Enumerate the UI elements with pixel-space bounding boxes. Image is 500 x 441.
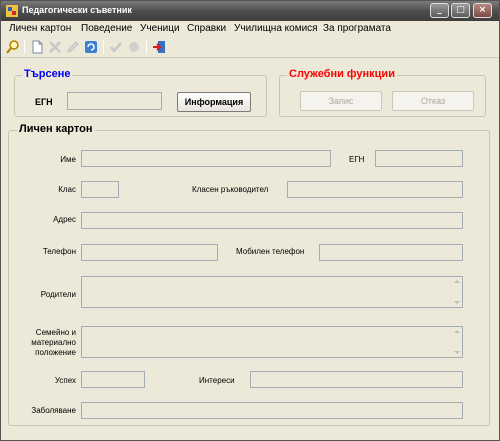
- card-egn-field[interactable]: [375, 150, 463, 167]
- menu-school-commission[interactable]: Училищна комися: [234, 23, 318, 34]
- toolbar-separator: [146, 40, 147, 54]
- menu-students[interactable]: Ученици: [140, 23, 180, 34]
- search-group-title: Търсене: [24, 68, 71, 80]
- search-icon[interactable]: [5, 39, 21, 55]
- class-field[interactable]: [81, 181, 119, 198]
- edit-icon[interactable]: [65, 39, 81, 55]
- class-teacher-label: Класен ръководител: [192, 185, 269, 194]
- window-title: Педагогически съветник: [22, 5, 132, 15]
- service-group-title: Служебни функции: [289, 68, 395, 80]
- app-icon: [6, 5, 18, 17]
- disease-field[interactable]: [81, 402, 463, 419]
- toolbar-separator: [24, 40, 25, 54]
- toolbar: [1, 37, 499, 58]
- menu-behavior[interactable]: Поведение: [81, 23, 133, 34]
- phone-field[interactable]: [81, 244, 218, 261]
- cancel-icon[interactable]: [126, 39, 142, 55]
- scroll-down-icon[interactable]: [454, 301, 460, 304]
- mobile-phone-label: Мобилен телефон: [236, 247, 305, 256]
- new-document-icon[interactable]: [29, 39, 45, 55]
- address-field[interactable]: [81, 212, 463, 229]
- parents-label: Родители: [40, 290, 76, 299]
- class-label: Клас: [58, 185, 76, 194]
- close-button[interactable]: ×: [473, 3, 492, 18]
- disease-label: Заболяване: [31, 406, 76, 415]
- name-label: Име: [60, 155, 76, 164]
- personal-card-title: Личен картон: [19, 123, 93, 135]
- interests-field[interactable]: [250, 371, 463, 388]
- scroll-down-icon[interactable]: [454, 351, 460, 354]
- minimize-button[interactable]: _: [430, 3, 449, 18]
- menu-about[interactable]: За програмата: [323, 23, 391, 34]
- save-icon[interactable]: [108, 39, 124, 55]
- family-label-line-2: материално: [31, 338, 76, 347]
- family-status-field[interactable]: [81, 326, 463, 358]
- service-functions-group: [279, 68, 486, 117]
- refresh-icon[interactable]: [83, 39, 99, 55]
- name-field[interactable]: [81, 150, 331, 167]
- card-egn-label: ЕГН: [349, 155, 365, 164]
- search-egn-input[interactable]: [67, 92, 162, 110]
- delete-icon[interactable]: [47, 39, 63, 55]
- class-teacher-field[interactable]: [287, 181, 463, 198]
- scroll-up-icon[interactable]: [454, 280, 460, 283]
- phone-label: Телефон: [42, 247, 76, 256]
- personal-card-group: [8, 123, 490, 426]
- title-bar[interactable]: [1, 1, 499, 21]
- menu-reports[interactable]: Справки: [187, 23, 227, 34]
- success-field[interactable]: [81, 371, 145, 388]
- parents-field[interactable]: [81, 276, 463, 308]
- mobile-phone-field[interactable]: [319, 244, 463, 261]
- interests-label: Интереси: [199, 376, 235, 385]
- info-button[interactable]: Информация: [177, 92, 251, 112]
- menu-personal-card[interactable]: Личен картон: [9, 23, 72, 34]
- success-label: Успех: [54, 376, 76, 385]
- maximize-button[interactable]: □: [451, 3, 470, 18]
- family-label-line-3: положение: [35, 348, 76, 357]
- menu-bar: [1, 21, 499, 37]
- family-label-line-1: Семейно и: [35, 328, 76, 337]
- address-label: Адрес: [53, 215, 76, 224]
- save-button[interactable]: Запис: [300, 91, 382, 111]
- scroll-up-icon[interactable]: [454, 330, 460, 333]
- exit-icon[interactable]: [151, 39, 167, 55]
- toolbar-separator: [103, 40, 104, 54]
- search-group: [14, 68, 267, 117]
- search-egn-label: ЕГН: [35, 97, 53, 107]
- cancel-button[interactable]: Отказ: [392, 91, 474, 111]
